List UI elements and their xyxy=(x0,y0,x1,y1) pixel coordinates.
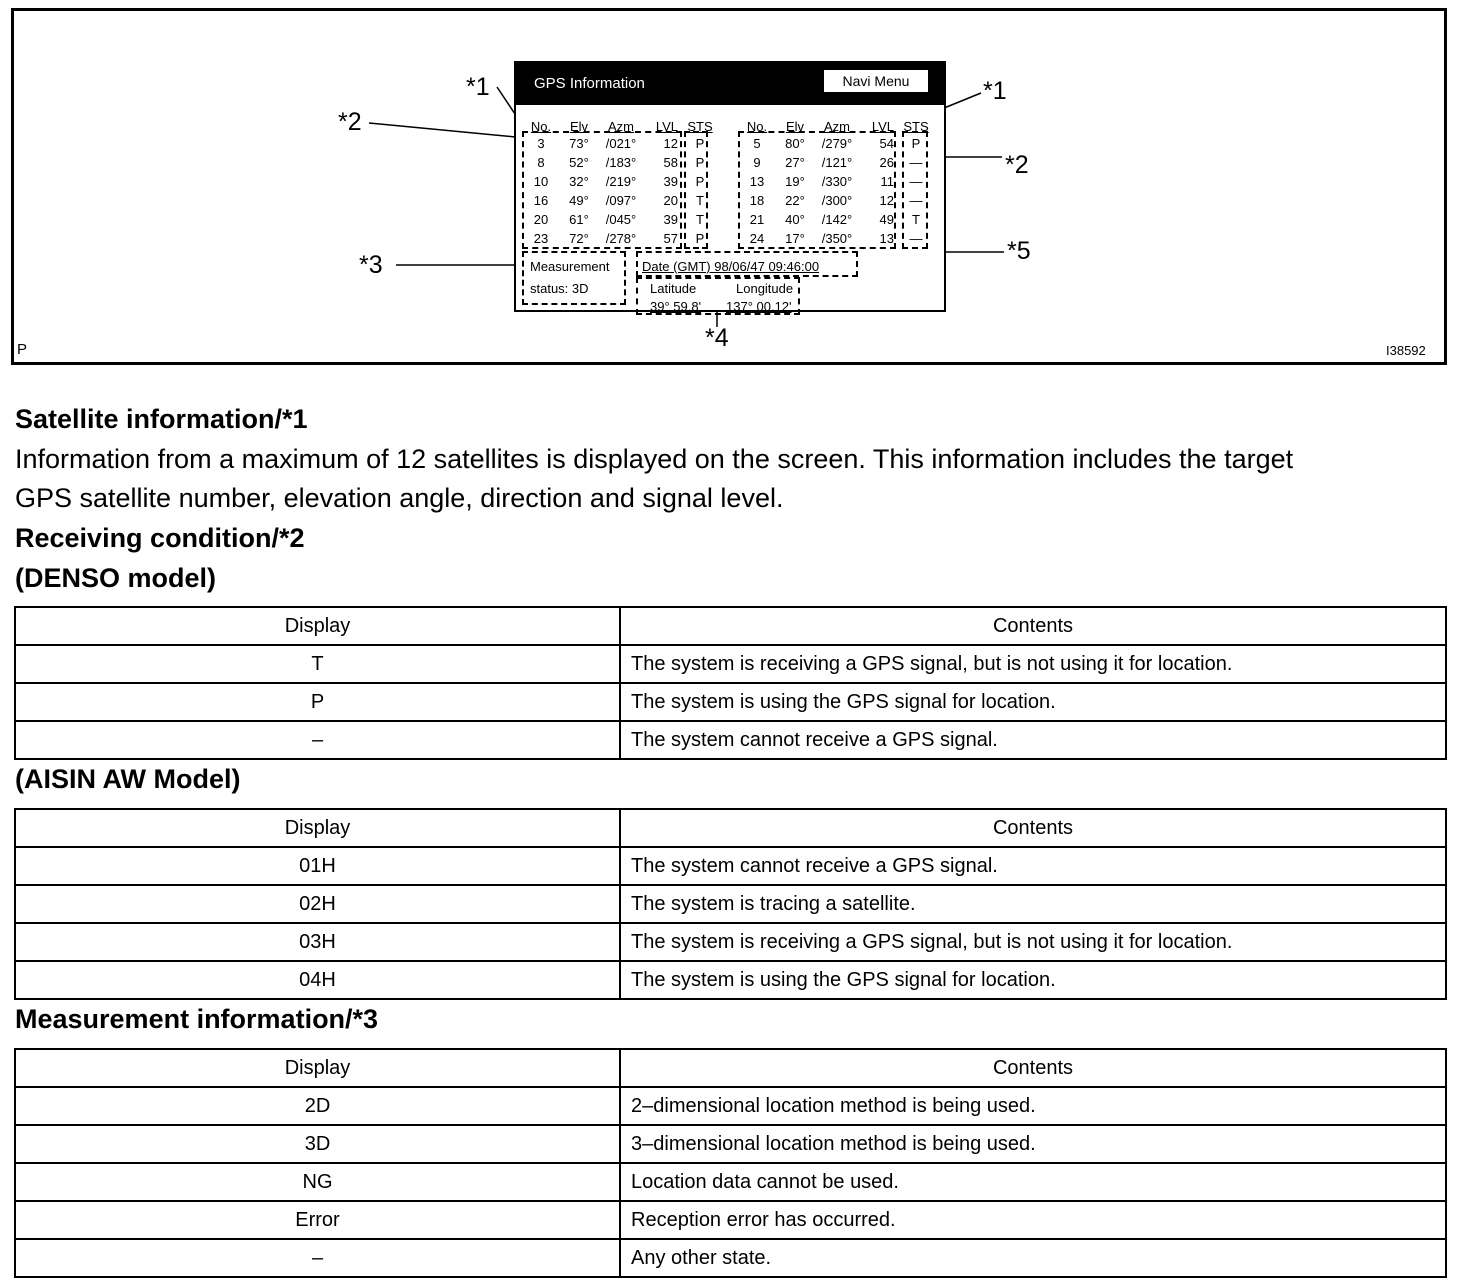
contents-cell: The system is using the GPS signal for location. xyxy=(620,961,1446,999)
sat-level: 20 xyxy=(663,193,678,208)
sat-status: — xyxy=(909,155,923,170)
contents-cell: The system is tracing a satellite. xyxy=(620,885,1446,923)
satellite-info-paragraph-2: GPS satellite number, elevation angle, direction and signal level. xyxy=(15,483,784,513)
sat-azimuth: /278° xyxy=(605,231,637,246)
sat-azimuth: /350° xyxy=(821,231,853,246)
sat-elevation: 61° xyxy=(569,212,589,227)
sat-number: 21 xyxy=(749,212,765,227)
sat-level: 12 xyxy=(879,193,894,208)
sat-azimuth: /330° xyxy=(821,174,853,189)
sat-status: T xyxy=(696,212,704,227)
sat-status: T xyxy=(696,193,704,208)
sat-elevation: 52° xyxy=(569,155,589,170)
sat-level: 12 xyxy=(663,136,678,151)
latitude-value: 39° 59.8' xyxy=(650,299,702,314)
contents-cell: The system is using the GPS signal for location. xyxy=(620,683,1446,721)
callout-1-right: *1 xyxy=(983,77,1007,105)
contents-column-header: Contents xyxy=(620,809,1446,847)
contents-column-header: Contents xyxy=(620,1049,1446,1087)
aisin-table xyxy=(14,808,1447,1000)
table-row xyxy=(15,961,1446,999)
sat-status: P xyxy=(695,136,705,151)
denso-model-heading: (DENSO model) xyxy=(15,563,217,593)
table-row xyxy=(15,1163,1446,1201)
header-lvl: LVL xyxy=(655,119,678,134)
header-sts: STS xyxy=(687,119,713,134)
sat-level: 26 xyxy=(879,155,894,170)
satellite-info-heading: Satellite information/*1 xyxy=(15,404,308,434)
figure-corner-label: P xyxy=(17,341,28,358)
contents-cell: Reception error has occurred. xyxy=(620,1201,1446,1239)
display-cell: – xyxy=(15,1239,620,1277)
display-cell: 2D xyxy=(15,1087,620,1125)
sat-level: 54 xyxy=(879,136,894,151)
sat-number: 23 xyxy=(533,231,549,246)
sat-level: 57 xyxy=(663,231,678,246)
measurement-table xyxy=(14,1048,1447,1278)
satellite-info-box-left xyxy=(522,131,682,249)
sts-box-right xyxy=(902,131,928,249)
contents-cell: The system is receiving a GPS signal, but is not using it for location. xyxy=(620,923,1446,961)
sat-number: 13 xyxy=(749,174,765,189)
contents-cell: The system cannot receive a GPS signal. xyxy=(620,847,1446,885)
table-row xyxy=(15,1125,1446,1163)
date-readout: Date (GMT) 98/06/47 09:46:00 xyxy=(642,259,820,274)
sat-elevation: 49° xyxy=(569,193,589,208)
contents-cell: 3–dimensional location method is being used. xyxy=(620,1125,1446,1163)
display-column-header: Display xyxy=(15,1049,620,1087)
screen-title: GPS Information xyxy=(534,75,645,92)
sat-level: 39 xyxy=(663,174,678,189)
satellite-info-box-right xyxy=(738,131,896,249)
sat-status: P xyxy=(695,231,705,246)
display-column-header: Display xyxy=(15,809,620,847)
sat-number: 18 xyxy=(749,193,765,208)
sat-level: 13 xyxy=(879,231,894,246)
sat-level: 49 xyxy=(879,212,894,227)
sat-azimuth: /021° xyxy=(605,136,637,151)
header-no: No. xyxy=(746,119,768,134)
measurement-info-heading: Measurement information/*3 xyxy=(15,1004,379,1034)
sat-status: — xyxy=(909,193,923,208)
sat-number: 3 xyxy=(537,136,545,151)
longitude-label: Longitude xyxy=(736,281,794,296)
sat-azimuth: /121° xyxy=(821,155,853,170)
sat-status: T xyxy=(912,212,920,227)
table-row xyxy=(15,847,1446,885)
gps-info-screen xyxy=(514,61,946,312)
sat-level: 39 xyxy=(663,212,678,227)
navi-menu-button[interactable]: Navi Menu xyxy=(824,70,928,92)
sat-status: P xyxy=(695,155,705,170)
display-column-header: Display xyxy=(15,607,620,645)
measurement-status: status: 3D xyxy=(530,281,589,296)
callout-4: *4 xyxy=(705,324,729,352)
sat-number: 9 xyxy=(753,155,761,170)
sat-status: P xyxy=(695,174,705,189)
satellite-info-paragraph-1: Information from a maximum of 12 satellites is displayed on the screen. This information includes the target xyxy=(15,444,1294,474)
sat-elevation: 72° xyxy=(569,231,589,246)
receiving-condition-heading: Receiving condition/*2 xyxy=(15,523,305,553)
sat-status: — xyxy=(909,231,923,246)
header-sts: STS xyxy=(903,119,929,134)
contents-cell: The system cannot receive a GPS signal. xyxy=(620,721,1446,759)
contents-column-header: Contents xyxy=(620,607,1446,645)
sat-status: P xyxy=(911,136,921,151)
sat-azimuth: /142° xyxy=(821,212,853,227)
sat-number: 20 xyxy=(533,212,549,227)
table-row xyxy=(15,645,1446,683)
display-cell: 04H xyxy=(15,961,620,999)
display-cell: 02H xyxy=(15,885,620,923)
table-header-row xyxy=(15,1049,1446,1087)
display-cell: 01H xyxy=(15,847,620,885)
contents-cell: The system is receiving a GPS signal, but is not using it for location. xyxy=(620,645,1446,683)
display-cell: 3D xyxy=(15,1125,620,1163)
sat-elevation: 40° xyxy=(785,212,805,227)
sat-number: 8 xyxy=(537,155,545,170)
gps-screen-figure xyxy=(11,8,1447,365)
table-row xyxy=(15,923,1446,961)
display-cell: P xyxy=(15,683,620,721)
header-elv: Elv xyxy=(785,119,805,134)
contents-cell: Any other state. xyxy=(620,1239,1446,1277)
display-cell: – xyxy=(15,721,620,759)
figure-id: I38592 xyxy=(1386,343,1426,358)
callout-1-left: *1 xyxy=(466,73,490,101)
callout-2-right: *2 xyxy=(1005,151,1029,179)
contents-cell: Location data cannot be used. xyxy=(620,1163,1446,1201)
denso-table xyxy=(14,606,1447,760)
sat-azimuth: /045° xyxy=(605,212,637,227)
table-row xyxy=(15,1087,1446,1125)
table-header-row xyxy=(15,809,1446,847)
display-cell: NG xyxy=(15,1163,620,1201)
table-row xyxy=(15,721,1446,759)
aisin-model-heading: (AISIN AW Model) xyxy=(15,764,241,794)
table-row xyxy=(15,1201,1446,1239)
sat-level: 11 xyxy=(880,174,894,189)
display-cell: Error xyxy=(15,1201,620,1239)
sat-elevation: 27° xyxy=(785,155,805,170)
table-header-row xyxy=(15,607,1446,645)
sat-elevation: 19° xyxy=(785,174,805,189)
table-row xyxy=(15,683,1446,721)
sat-elevation: 80° xyxy=(785,136,805,151)
longitude-value: 137° 00.12' xyxy=(726,299,792,314)
sat-level: 58 xyxy=(663,155,678,170)
sat-azimuth: /300° xyxy=(821,193,853,208)
header-no: No. xyxy=(530,119,552,134)
table-row xyxy=(15,1239,1446,1277)
header-azm: Azm xyxy=(608,119,634,134)
contents-cell: 2–dimensional location method is being used. xyxy=(620,1087,1446,1125)
screen-titlebar xyxy=(516,63,944,105)
callout-3: *3 xyxy=(359,251,383,279)
sat-elevation: 22° xyxy=(785,193,805,208)
sat-azimuth: /219° xyxy=(605,174,637,189)
callout-5: *5 xyxy=(1007,237,1031,265)
sat-azimuth: /097° xyxy=(605,193,637,208)
sat-azimuth: /183° xyxy=(605,155,637,170)
sat-number: 5 xyxy=(753,136,761,151)
display-cell: 03H xyxy=(15,923,620,961)
header-lvl: LVL xyxy=(871,119,894,134)
sat-number: 16 xyxy=(533,193,549,208)
sat-elevation: 73° xyxy=(569,136,589,151)
latitude-label: Latitude xyxy=(650,281,697,296)
sat-elevation: 32° xyxy=(569,174,589,189)
table-row xyxy=(15,885,1446,923)
header-elv: Elv xyxy=(569,119,589,134)
sat-number: 24 xyxy=(749,231,765,246)
sat-azimuth: /279° xyxy=(821,136,853,151)
sts-box-left xyxy=(684,131,708,249)
header-azm: Azm xyxy=(824,119,850,134)
display-cell: T xyxy=(15,645,620,683)
sat-status: — xyxy=(909,174,923,189)
measurement-label: Measurement xyxy=(530,259,610,274)
sat-elevation: 17° xyxy=(785,231,805,246)
callout-2-left: *2 xyxy=(338,108,362,136)
sat-number: 10 xyxy=(533,174,549,189)
